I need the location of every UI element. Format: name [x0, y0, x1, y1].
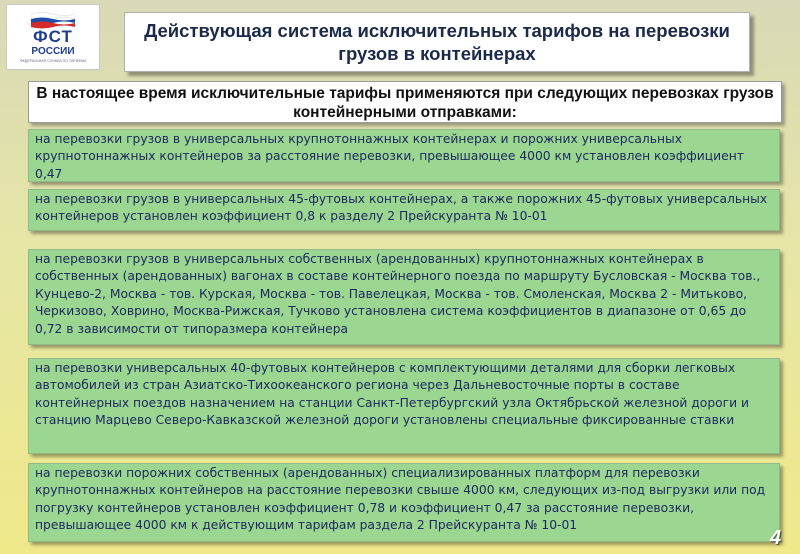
tariff-item-4: на перевозки универсальных 40-футовых контейнеров с комплектующими деталями для сборки легковых автомобилей из стран Азиатско-Тихоокеанского региона через Дальневосточные порты в составе контейнерных поездов назначением на станции Санкт-Петербургский узла Октябрьской железной дороги и станцию Марцево Северо-Кавказской железной дороги установлены специальные фиксированные ставки: [28, 358, 780, 454]
tariff-item-2: на перевозки грузов в универсальных 45-футовых контейнерах, а также порожних 45-футовых универсальных контейнеров установлен коэффициент 0,8 к разделу 2 Прейскуранта № 10-01: [28, 189, 780, 231]
logo-subtitle: ФЕДЕРАЛЬНАЯ СЛУЖБА ПО ТАРИФАМ: [19, 59, 87, 63]
page-number: 4: [770, 527, 782, 549]
fst-logo: [6, 4, 100, 70]
slide-subtitle: В настоящее время исключительные тарифы применяются при следующих перевозках грузов контейнерными отправками:: [28, 81, 782, 123]
slide-title: Действующая система исключительных тарифов на перевозки грузов в контейнерах: [144, 20, 730, 64]
tariff-item-5: на перевозки порожних собственных (арендованных) специализированных платформ для перевозки крупнотоннажных контейнеров на расстояние перевозки свыше 4000 км, следующих из-под выгрузки или под погрузку контейнеров установлен коэффициент 0,78 и коэффициент 0,47 за расстояние перевозки, превышающее 4000 км к действующим тарифам раздела 2 Прейскуранта № 10-01: [28, 463, 780, 542]
logo-country: РОССИИ: [31, 46, 75, 57]
tariff-item-1: на перевозки грузов в универсальных крупнотоннажных контейнерах и порожних универсальных крупнотоннажных контейнеров за расстояние перевозки, превышающее 4000 км установлен коэффициент 0,47: [28, 129, 780, 182]
tariff-item-3: на перевозки грузов в универсальных собственных (арендованных) крупнотоннажных контейнерах в собственных (арендованных) вагонах в составе контейнерного поезда по маршруту Бусловская - Москва тов., Кунцево-2, Москва - тов. Курская, Москва - тов. Павелецкая, Москва - тов. Смоленская, Москва 2 - Митьково, Черкизово, Ховрино, Москва-Рижская, Тучково установлена система коэффициентов в диапазоне от 0,65 до 0,72 в зависимости от типоразмера контейнера: [28, 249, 780, 345]
logo-abbr: ФСТ: [33, 27, 73, 46]
slide-title-box: [124, 12, 750, 72]
